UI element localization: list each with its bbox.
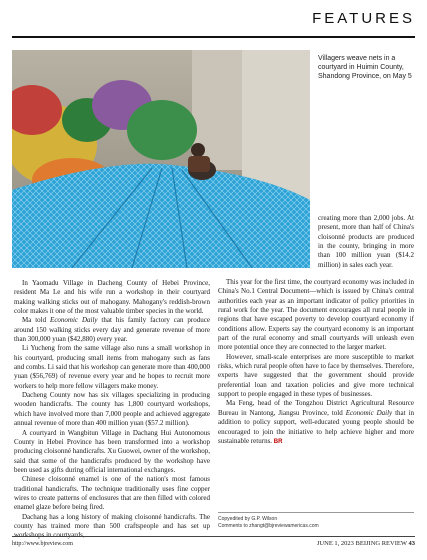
paragraph: creating more than 2,000 jobs. At present, more than half of China's cloisonné products are produced in the county, bringing in more than 100 million yuan ($14.2 million) in sales each year. bbox=[318, 214, 414, 269]
paragraph-text: Ma Feng, head of the Tongzhou District Agricultural Resource Bureau in Nantong, Jiangsu Province, told Economic Daily that in addition to policy support, well-educated young people should be encouraged to join the initiative to help achieve higher and more sustainable returns. bbox=[218, 399, 414, 445]
credit-block bbox=[218, 516, 319, 530]
copyeditor-credit: Copyedited by G.P. Wilson bbox=[218, 516, 278, 522]
footer-rule bbox=[12, 536, 415, 537]
paragraph: Dacheng County now has six villages specializing in producing wooden handicrafts. The county has 1,800 courtyard workshops, which have involved more than 7,000 people and achieved aggregate annual revenue of more than 400 million yuan ($57.2 million). bbox=[14, 391, 210, 428]
publication-name: Economic Daily bbox=[345, 408, 393, 417]
publication-name: Economic Daily bbox=[50, 316, 98, 325]
end-mark: BR bbox=[273, 438, 283, 445]
paragraph: Li Yucheng from the same village also runs a small workshop in his courtyard, producing small items from mahogany such as fans and combs. Li said that his workshop can generate more than 400,000 yuan ($56,769) of revenue every year and he hopes to recruit more workers to help more fellow villagers make money. bbox=[14, 344, 210, 390]
header-rule bbox=[12, 36, 415, 38]
paragraph: However, small-scale enterprises are more susceptible to market risks, which rural people often have to face by themselves. Therefore, experts have suggested that the government should provide preferential loan and taxation policies and give more technical support to people engaged in these types of businesses. bbox=[218, 352, 414, 399]
paragraph: Dachang has a long history of making cloisonné handicrafts. The county has trained more than 500 craftspeople and has set up bbox=[14, 512, 210, 530]
comments-email[interactable]: Comments to zhangt@bjreviewamericas.com bbox=[218, 523, 319, 529]
credit-rule bbox=[218, 512, 414, 513]
net-weaving-photo bbox=[12, 50, 310, 268]
paragraph: Ma told Economic Daily that his family factory can produce around 150 walking sticks every day and generate revenue of more than 300,000 yuan ($42,880) every year. bbox=[14, 316, 210, 344]
photo-caption: Villagers weave nets in a courtyard in Huimin County, Shandong Province, on May 5 bbox=[318, 55, 412, 80]
article-column-right-top bbox=[318, 214, 414, 270]
section-header: FEATURES bbox=[312, 10, 415, 27]
footer-issue bbox=[317, 540, 415, 547]
paragraph: Chinese cloisonné enamel is one of the nation's most famous traditional handicrafts. The technique traditionally uses fine copper wires to create patterns of enclosures that are then filled with colored enamel glaze before being fired. bbox=[14, 475, 210, 512]
footer-url[interactable]: http://www.bjreview.com bbox=[12, 541, 73, 547]
issue-label: JUNE 1, 2023 BEIJING REVIEW bbox=[316, 540, 407, 547]
paragraph: This year for the first time, the courtyard economy was included in China's No.1 Central Document—which is issued by China's central authorities each year as an important indicator of policy priorities in rural work for the year. The document encourages all rural people in regions that have escaped poverty to develop courtyard economy if conditions allow. Experts say the courtyard economy is an important part of the rural economy and small courtyards will unleash even more potential once they are connected to the larger market. bbox=[218, 278, 414, 352]
paragraph: In Yaomadu Village in Dacheng County of Hebei Province, resident Ma Le and his wife run a workshop in their courtyard making walking sticks out of mahogany. Mahogany's reddish-brown color makes it one of the most valuable timber species in the world. bbox=[14, 279, 210, 316]
page-number: 43 bbox=[408, 540, 415, 547]
article-column-right bbox=[218, 278, 414, 447]
paragraph-last bbox=[218, 399, 414, 447]
article-column-left bbox=[14, 279, 210, 541]
paragraph: A courtyard in Wangbitun Village in Dachang Hui Autonomous County in Hebei Province has been transformed into a workshop producing cloisonné handicrafts. Xu Guowei, owner of the workshop, said that some of the handicrafts produced by the workshop have been used as gifts during official international exchanges. bbox=[14, 428, 210, 474]
